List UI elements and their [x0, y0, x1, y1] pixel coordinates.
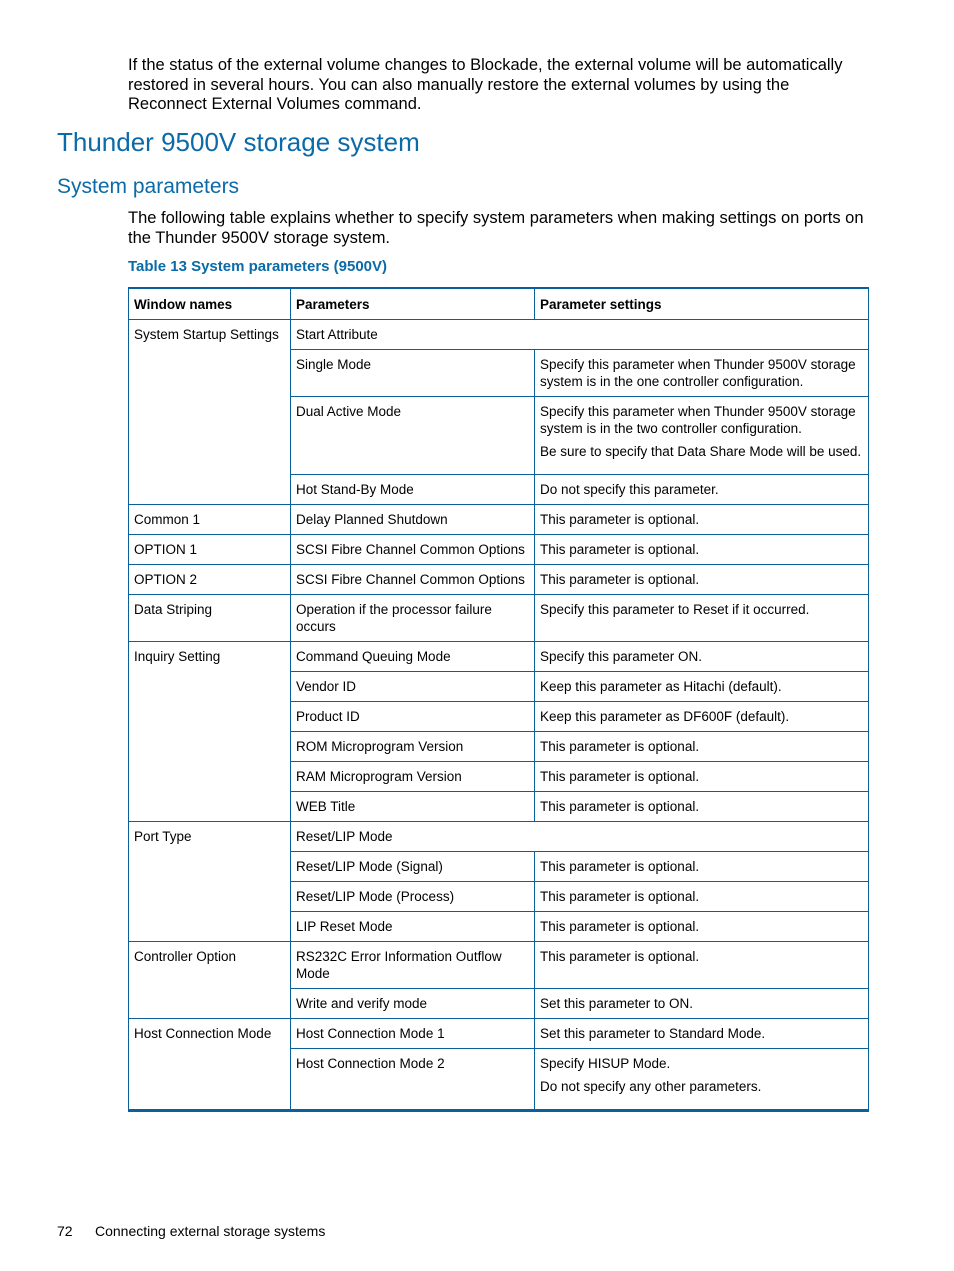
window-name-cell: Controller Option: [129, 942, 291, 1019]
parameter-cell: ROM Microprogram Version: [291, 732, 535, 762]
window-name-cell: Port Type: [129, 822, 291, 942]
setting-cell: [535, 1049, 869, 1111]
parameter-cell: RS232C Error Information Outflow Mode: [291, 942, 535, 989]
setting-note: Be sure to specify that Data Share Mode will be used.: [540, 444, 862, 459]
header-parameters: Parameters: [291, 288, 535, 320]
setting-cell: This parameter is optional.: [535, 505, 869, 535]
setting-cell: Set this parameter to Standard Mode.: [535, 1019, 869, 1049]
setting-note: Do not specify any other parameters.: [540, 1079, 762, 1094]
setting-cell: Keep this parameter as DF600F (default).: [535, 702, 869, 732]
page-number: 72: [57, 1223, 73, 1239]
setting-cell: Do not specify this parameter.: [535, 475, 869, 505]
window-name-cell: Common 1: [129, 505, 291, 535]
parameter-cell: Single Mode: [291, 350, 535, 397]
intro-paragraph: If the status of the external volume changes to Blockade, the external volume will be automatically restored in several hours. You can also manually restore the external volumes by using the Reconnect External Volumes command.: [128, 56, 843, 113]
parameter-cell: SCSI Fibre Channel Common Options: [291, 565, 535, 595]
parameter-cell: LIP Reset Mode: [291, 912, 535, 942]
table-row: [129, 1019, 869, 1049]
setting-cell: Specify this parameter when Thunder 9500V storage system is in the one controller configuration.: [535, 350, 869, 397]
setting-cell: This parameter is optional.: [535, 912, 869, 942]
setting-cell: This parameter is optional.: [535, 565, 869, 595]
window-name-cell: System Startup Settings: [129, 320, 291, 505]
table-caption: Table 13 System parameters (9500V): [128, 258, 388, 275]
parameter-cell: Start Attribute: [291, 320, 869, 350]
setting-cell: This parameter is optional.: [535, 732, 869, 762]
parameter-cell: Host Connection Mode 1: [291, 1019, 535, 1049]
window-name-cell: OPTION 2: [129, 565, 291, 595]
subsection-heading: System parameters: [57, 175, 240, 198]
footer-section-title: Connecting external storage systems: [95, 1223, 326, 1239]
system-parameters-table: [128, 287, 869, 1112]
setting-cell: This parameter is optional.: [535, 535, 869, 565]
page-footer: [57, 1223, 325, 1239]
setting-cell: Set this parameter to ON.: [535, 989, 869, 1019]
description-paragraph: The following table explains whether to specify system parameters when making settings on ports on the Thunder 9500V storage system.: [128, 209, 864, 247]
parameter-cell: Command Queuing Mode: [291, 642, 535, 672]
setting-cell: This parameter is optional.: [535, 792, 869, 822]
window-name-cell: Host Connection Mode: [129, 1019, 291, 1111]
table-row: [129, 642, 869, 672]
section-heading: Thunder 9500V storage system: [57, 127, 420, 157]
table-row: [129, 822, 869, 852]
setting-cell: Specify this parameter ON.: [535, 642, 869, 672]
setting-cell: This parameter is optional.: [535, 852, 869, 882]
setting-cell: This parameter is optional.: [535, 882, 869, 912]
setting-text: Specify this parameter when Thunder 9500V storage system is in the two controller configuration.: [540, 404, 856, 436]
window-name-cell: Data Striping: [129, 595, 291, 642]
setting-cell: This parameter is optional.: [535, 762, 869, 792]
parameter-cell: RAM Microprogram Version: [291, 762, 535, 792]
table-header-row: [129, 288, 869, 320]
table-row: [129, 320, 869, 350]
setting-cell: Keep this parameter as Hitachi (default).: [535, 672, 869, 702]
parameter-cell: Reset/LIP Mode (Signal): [291, 852, 535, 882]
parameter-cell: Product ID: [291, 702, 535, 732]
table-row: [129, 595, 869, 642]
parameter-cell: Reset/LIP Mode (Process): [291, 882, 535, 912]
table-row: [129, 505, 869, 535]
window-name-cell: Inquiry Setting: [129, 642, 291, 822]
parameter-cell: SCSI Fibre Channel Common Options: [291, 535, 535, 565]
table-row: [129, 535, 869, 565]
parameter-cell: WEB Title: [291, 792, 535, 822]
window-name-cell: OPTION 1: [129, 535, 291, 565]
parameter-cell: Operation if the processor failure occurs: [291, 595, 535, 642]
setting-cell: [535, 397, 869, 475]
table-row: [129, 565, 869, 595]
parameter-cell: Hot Stand-By Mode: [291, 475, 535, 505]
setting-cell: This parameter is optional.: [535, 942, 869, 989]
parameter-cell: Vendor ID: [291, 672, 535, 702]
header-parameter-settings: Parameter settings: [535, 288, 869, 320]
setting-text: Specify HISUP Mode.: [540, 1056, 671, 1071]
parameter-cell: Reset/LIP Mode: [291, 822, 869, 852]
parameter-cell: Dual Active Mode: [291, 397, 535, 475]
parameter-cell: Write and verify mode: [291, 989, 535, 1019]
parameter-cell: Delay Planned Shutdown: [291, 505, 535, 535]
table-row: [129, 942, 869, 989]
parameter-cell: Host Connection Mode 2: [291, 1049, 535, 1111]
header-window-names: Window names: [129, 288, 291, 320]
setting-cell: Specify this parameter to Reset if it occurred.: [535, 595, 869, 642]
